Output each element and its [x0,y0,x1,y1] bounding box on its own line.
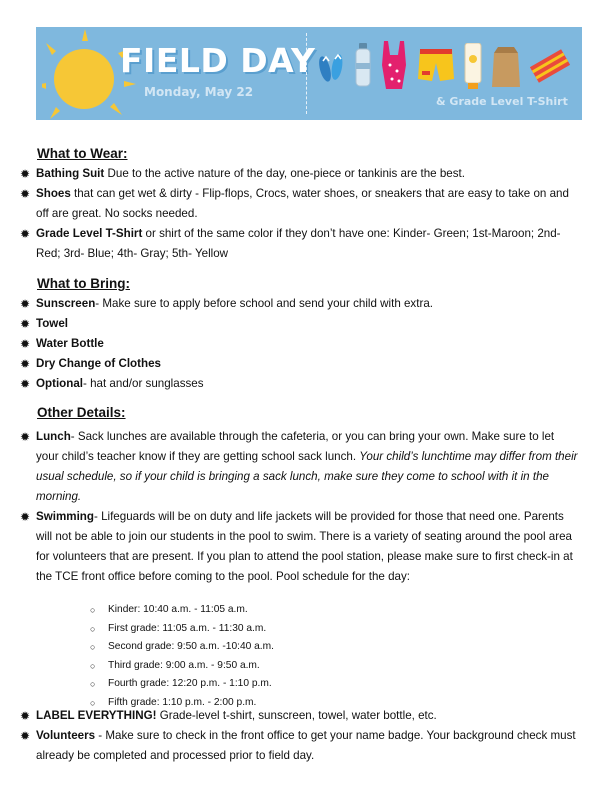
list-item-grade-level-tshirt [18,224,578,264]
banner-subtitle: & Grade Level T-Shirt [436,95,568,108]
list-item-label-everything [18,706,578,726]
circle-bullet-icon: ○ [90,623,96,634]
item-lead: Optional [36,377,84,390]
towel-icon [530,49,570,83]
list-item-bathing-suit [18,164,578,184]
item-text: - Sack lunches are available through the cafeteria, or you can bring your own. Make sure to let your child’s teacher know if they are getting school sack lunch. [36,430,555,463]
star-bullet-icon: ✹ [20,709,31,723]
item-lead: Shoes [36,187,71,200]
other-details-heading: Other Details: [37,405,126,420]
list-item-sunscreen [18,294,578,314]
item-lead: Bathing Suit [36,167,105,180]
schedule-item [90,601,274,620]
swimsuit-icon [380,41,408,91]
item-lead: Grade Level T-Shirt [36,227,143,240]
what-to-bring-heading: What to Bring: [37,276,130,291]
schedule-text: Fourth grade: 12:20 p.m. - 1:10 p.m. [108,678,272,689]
item-text: Due to the active nature of the day, one-piece or tankinis are the best. [104,167,465,180]
schedule-item [90,675,274,694]
item-lead: Lunch [36,430,71,443]
item-text: - Make sure to apply before school and send your child with extra. [95,297,433,310]
sunscreen-icon [464,43,482,89]
circle-bullet-icon: ○ [90,679,96,689]
list-item-volunteers [18,726,578,766]
star-bullet-icon: ✹ [20,729,31,743]
schedule-text: Fifth grade: 1:10 p.m. - 2:00 p.m. [108,696,257,708]
star-bullet-icon: ✹ [20,510,31,524]
list-item-lunch [18,427,578,507]
banner-divider [306,33,308,114]
item-lead: Dry Change of Clothes [36,357,161,370]
schedule-item [90,657,274,676]
star-bullet-icon: ✹ [20,337,31,351]
star-bullet-icon: ✹ [20,167,31,181]
swim-trunks-icon [418,49,454,83]
closing-list [18,706,578,766]
star-bullet-icon: ✹ [20,377,31,391]
item-text: Grade-level t-shirt, sunscreen, towel, water bottle, etc. [156,709,437,722]
circle-bullet-icon: ○ [90,642,96,652]
item-lead: Sunscreen [36,297,96,310]
schedule-item [90,638,274,657]
schedule-text: Second grade: 9:50 a.m. -10:40 a.m. [108,641,274,652]
item-text: - Lifeguards will be on duty and life jackets will be provided for those that need one. Parents will not be able to join our students in the pool to swim. There is a variety of seating around the pool area for volunteers that are present. If you plan to attend the pool station, please make sure to first check-in at the TCE front office before coming to the pool. Pool schedule for the day: [36,510,573,583]
field-day-banner [36,27,582,120]
star-bullet-icon: ✹ [20,357,31,371]
banner-date: Monday, May 22 [144,85,254,99]
circle-bullet-icon: ○ [90,605,96,615]
banner-title: FIELD DAY [120,41,316,80]
circle-bullet-icon: ○ [90,697,96,708]
list-item-optional [18,374,578,394]
star-bullet-icon: ✹ [20,187,31,201]
item-lead: Swimming [36,510,94,523]
item-lead: Volunteers [36,729,96,742]
schedule-text: Third grade: 9:00 a.m. - 9:50 a.m. [108,659,260,671]
list-item-swimming [18,507,578,587]
schedule-item [90,620,274,639]
item-text: - Make sure to check in the front office to get your name badge. Your background check must already be completed and processed prior to field day. [36,729,576,762]
list-item-towel [18,314,578,334]
item-text: that can get wet & dirty - Flip-flops, Crocs, water shoes, or sneakers that are easy to take on and off are great. No socks needed. [36,187,569,220]
what-to-wear-heading: What to Wear: [37,146,128,161]
schedule-text: Kinder: 10:40 a.m. - 11:05 a.m. [108,604,248,615]
pool-schedule-list [90,601,274,712]
item-lead: LABEL EVERYTHING! [36,709,157,722]
item-lead: Towel [36,317,68,330]
list-item-water-bottle [18,334,578,354]
what-to-wear-list [18,164,578,264]
what-to-bring-list [18,294,578,394]
star-bullet-icon: ✹ [20,227,31,241]
flip-flops-icon [318,49,344,85]
water-bottle-icon [354,43,372,87]
list-item-dry-change-of-clothes [18,354,578,374]
circle-bullet-icon: ○ [90,660,96,671]
star-bullet-icon: ✹ [20,297,31,311]
other-details-list [18,427,578,587]
item-text: or shirt of the same color if they don’t have one: Kinder- Green; 1st-Maroon; 2nd- Red; 3rd- Blue; 4th- Gray; 5th- Yellow [36,227,561,260]
lunch-note: Your child’s lunchtime may differ from their usual schedule, so if your child is bringing a sack lunch, make sure they come to school with it in the morning. [36,450,578,503]
star-bullet-icon: ✹ [20,317,31,331]
item-text: - hat and/or sunglasses [83,377,204,390]
sack-lunch-icon [492,47,520,87]
star-bullet-icon: ✹ [20,430,31,444]
schedule-text: First grade: 11:05 a.m. - 11:30 a.m. [108,622,267,634]
list-item-shoes [18,184,578,224]
item-lead: Water Bottle [36,337,104,350]
